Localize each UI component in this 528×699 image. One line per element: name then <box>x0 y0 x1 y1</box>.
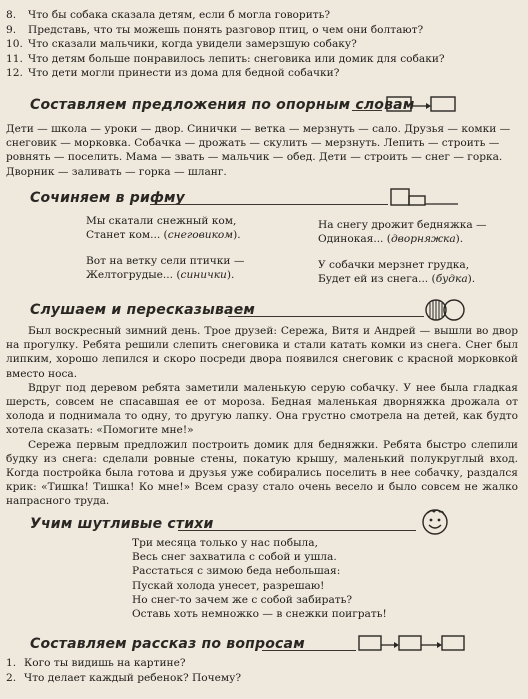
listening-circles-icon <box>424 298 468 322</box>
section-title-rhyme: Сочиняем в рифму <box>30 190 186 206</box>
rhyme-boxes-icon <box>390 187 460 207</box>
poem-line: Три месяца только у нас побыла, <box>132 537 318 549</box>
section-title-retell: Слушаем и пересказываем <box>30 302 256 318</box>
rhyme-line-start: Желтогрудые... ( <box>86 269 181 282</box>
poem-line: Но снег-то зачем же с собой забирать? <box>132 593 353 606</box>
question-list <box>6 8 522 81</box>
question-item <box>6 52 522 67</box>
question-text: Кого ты видишь на картине? <box>24 657 186 669</box>
text-line: Дворник — заливать — горка — шланг. <box>6 165 227 178</box>
question-number: 12. <box>6 67 23 80</box>
question-item <box>6 66 522 81</box>
rhyme-item <box>86 214 241 242</box>
rhyme-line-end: ). <box>233 229 241 242</box>
story-paragraph: Был воскресный зимний день. Трое друзей: Сережа, Витя и Андрей — вышли во двор на прогулку. Ребята решили слепить снеговика и стали катать комки из снега. Снег был липким, хорошо лепился и скоро посреди двора появился снеговик с красной морковкой вместо носа. <box>6 325 518 380</box>
section-title-sentences: Составляем предложения по опорным словам <box>30 97 415 113</box>
rhyme-line-end: ). <box>455 233 464 246</box>
two-box-arrow-icon <box>386 95 456 113</box>
rhyme-line-start: Станет ком... ( <box>86 229 168 242</box>
rhyme-line-end: ). <box>467 273 476 286</box>
story-paragraph: Сережа первым предложил построить домик для бедняжки. Ребята быстро слепили будку из снега: сделали ровные стены, покатую крышу, маленький полукруглый вход. Когда постройка была готова и друзья уже собирались поселить в нее собачку, раздался крик: «Тишка! Тишка! Ко мне!» Всем сразу стало очень весело и было совсем не жалко напрасного труда. <box>6 438 518 508</box>
rhyme-line-start: Будет ей из снега... ( <box>318 273 436 286</box>
rhyme-line-start: Одинокая... ( <box>318 233 391 246</box>
smiling-face-icon <box>420 506 450 536</box>
question-text: Что бы собака сказала детям, если б могла говорить? <box>28 9 331 21</box>
question-number: 8. <box>6 9 17 21</box>
rhyme-item <box>318 218 487 246</box>
rhyme-line: На снегу дрожит бедняжка — <box>318 219 487 231</box>
text-line: Дети — школа — уроки — двор. Синички — ветка — мерзнуть — сало. Друзья — комки — <box>6 123 511 135</box>
question-number: 10. <box>6 38 23 51</box>
support-words-text <box>6 122 518 179</box>
rhyme-answer: дворняжка <box>390 233 456 246</box>
text-line: ровнять — поселить. Мама — звать — мальчик — обед. Дети — строить — снег — горка. <box>6 151 503 164</box>
poem-text <box>132 536 387 621</box>
section-rule <box>262 650 356 651</box>
question-text: Представь, что ты можешь понять разговор птиц, о чем они болтают? <box>28 23 424 36</box>
story-question-list <box>6 656 522 685</box>
question-text: Что детям больше понравилось лепить: снеговика или домик для собаки? <box>28 52 445 65</box>
poem-line: Расстаться с зимою беда небольшая: <box>132 565 341 578</box>
question-item <box>6 37 522 52</box>
rhyme-line: Мы скатали снежный ком, <box>86 215 237 227</box>
question-number: 1. <box>6 657 17 669</box>
question-number: 9. <box>6 23 17 36</box>
question-item <box>6 671 522 686</box>
rhyme-item <box>86 254 244 282</box>
poem-line: Пускай холода унесет, разрешаю! <box>132 579 325 592</box>
section-rule <box>150 204 388 205</box>
rhyme-answer: снеговиком <box>167 229 234 242</box>
question-text: Что дети могли принести из дома для бедной собачки? <box>28 67 340 80</box>
question-item <box>6 656 522 671</box>
question-item <box>6 8 522 23</box>
rhyme-answer: синички <box>180 269 227 282</box>
poem-line: Оставь хоть немножко — в снежки поиграть! <box>132 608 387 621</box>
section-title-story-questions: Составляем рассказ по вопросам <box>30 636 305 652</box>
story-paragraph: Вдруг под деревом ребята заметили маленькую серую собачку. У нее была гладкая шерсть, совсем не спасавшая ее от мороза. Бедная маленькая дворняжка дрожала от холода и поднимала то одну, то другую лапку. Она грустно смотрела на детей, как будто хотела сказать: «Помогите мне!» <box>6 381 518 437</box>
poem-line: Весь снег захватила с собой и ушла. <box>132 551 337 564</box>
rhyme-line: У собачки мерзнет грудка, <box>318 259 470 271</box>
text-line: снеговик — морковка. Собачка — дрожать — скулить — мерзнуть. Лепить — строить — <box>6 137 500 150</box>
rhyme-answer: будка <box>435 273 468 286</box>
question-text: Что делает каждый ребенок? Почему? <box>24 671 242 684</box>
question-item <box>6 23 522 38</box>
question-number: 2. <box>6 671 17 684</box>
section-rule <box>228 316 424 317</box>
question-text: Что сказали мальчики, когда увидели замерзшую собаку? <box>28 38 357 51</box>
rhyme-line-end: ). <box>226 269 235 282</box>
story-text <box>6 324 518 509</box>
three-box-arrow-icon <box>358 634 470 652</box>
rhyme-item <box>318 258 475 286</box>
section-title-poems: Учим шутливые стихи <box>30 516 214 532</box>
section-rule <box>352 110 382 111</box>
rhyme-line: Вот на ветку сели птички — <box>86 255 245 267</box>
section-rule <box>178 530 416 531</box>
question-number: 11. <box>6 52 23 65</box>
